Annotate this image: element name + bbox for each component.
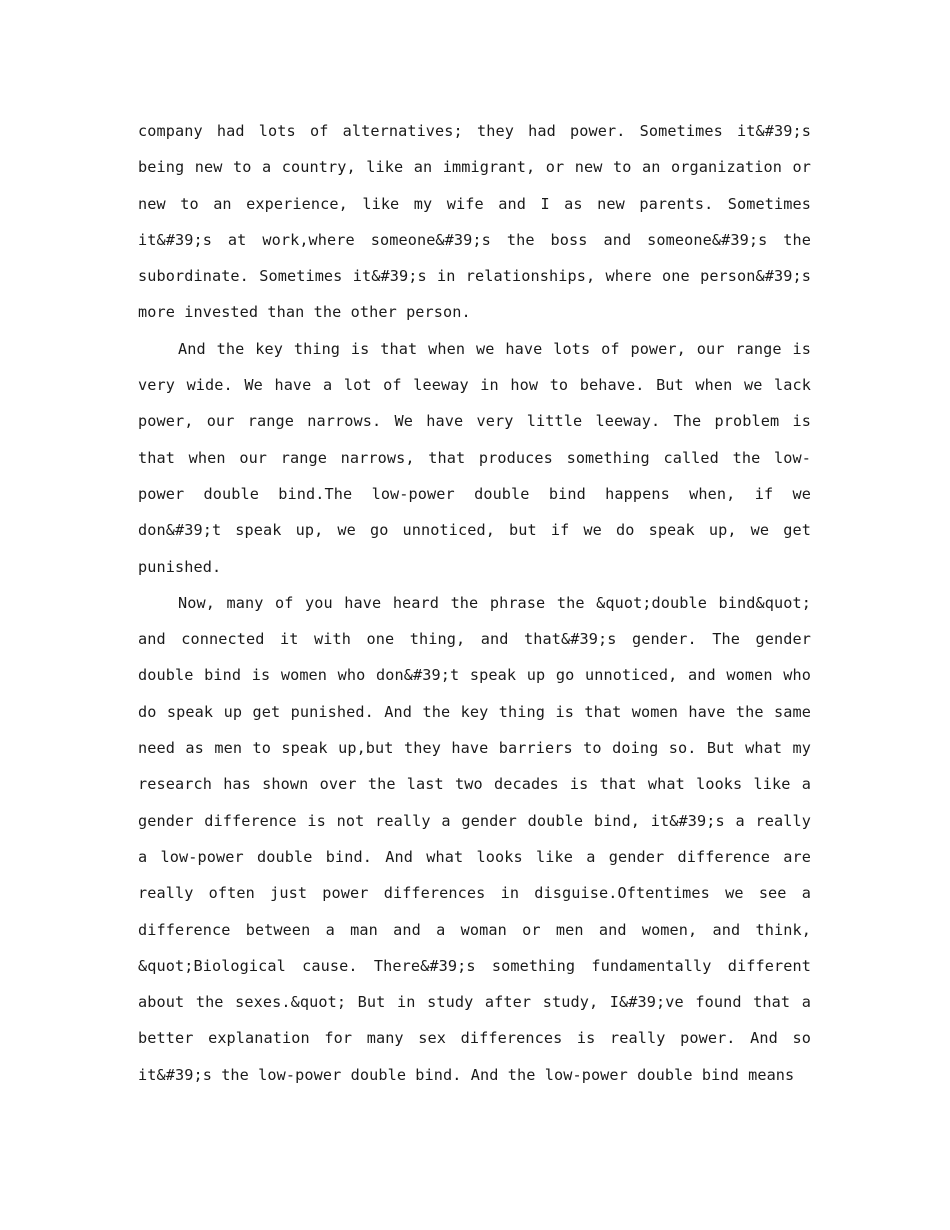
paragraph-1: company had lots of alternatives; they had power. Sometimes it&#39;s being new to a country, like an immigrant, or new to an organization or new to an experience, like my wife and I as new parents. Sometimes it&#39;s at work,where someone&#39;s the boss and someone&#39;s the subordinate. Sometimes it&#39;s in relationships, where one person&#39;s more invested than the other person.: [138, 122, 811, 322]
paragraph-2: And the key thing is that when we have lots of power, our range is very wide. We have a lot of leeway in how to behave. But when we lack power, our range narrows. We have very little leeway. The problem is that when our range narrows, that produces something called the low-power double bind.The low-power double bind happens when, if we don&#39;t speak up, we go unnoticed, but if we do speak up, we get punished.: [138, 339, 811, 576]
paragraph-3: Now, many of you have heard the phrase the &quot;double bind&quot; and connected it with one thing, and that&#39;s gender. The gender double bind is women who don&#39;t speak up go unnoticed, and women who do speak up get punished. And the key thing is that women have the same need as men to speak up,but they have barriers to doing so. But what my research has shown over the last two decades is that what looks like a gender difference is not really a gender double bind, it&#39;s a really a low-power double bind. And what looks like a gender difference are really often just power differences in disguise.Oftentimes we see a difference between a man and a woman or men and women, and think, &quot;Biological cause. There&#39;s something fundamentally different about the sexes.&quot; But in study after study, I&#39;ve found that a better explanation for many sex differences is really power. And so it&#39;s the low-power double bind. And the low-power double bind means: [138, 593, 811, 1084]
document-body: [138, 113, 811, 1093]
